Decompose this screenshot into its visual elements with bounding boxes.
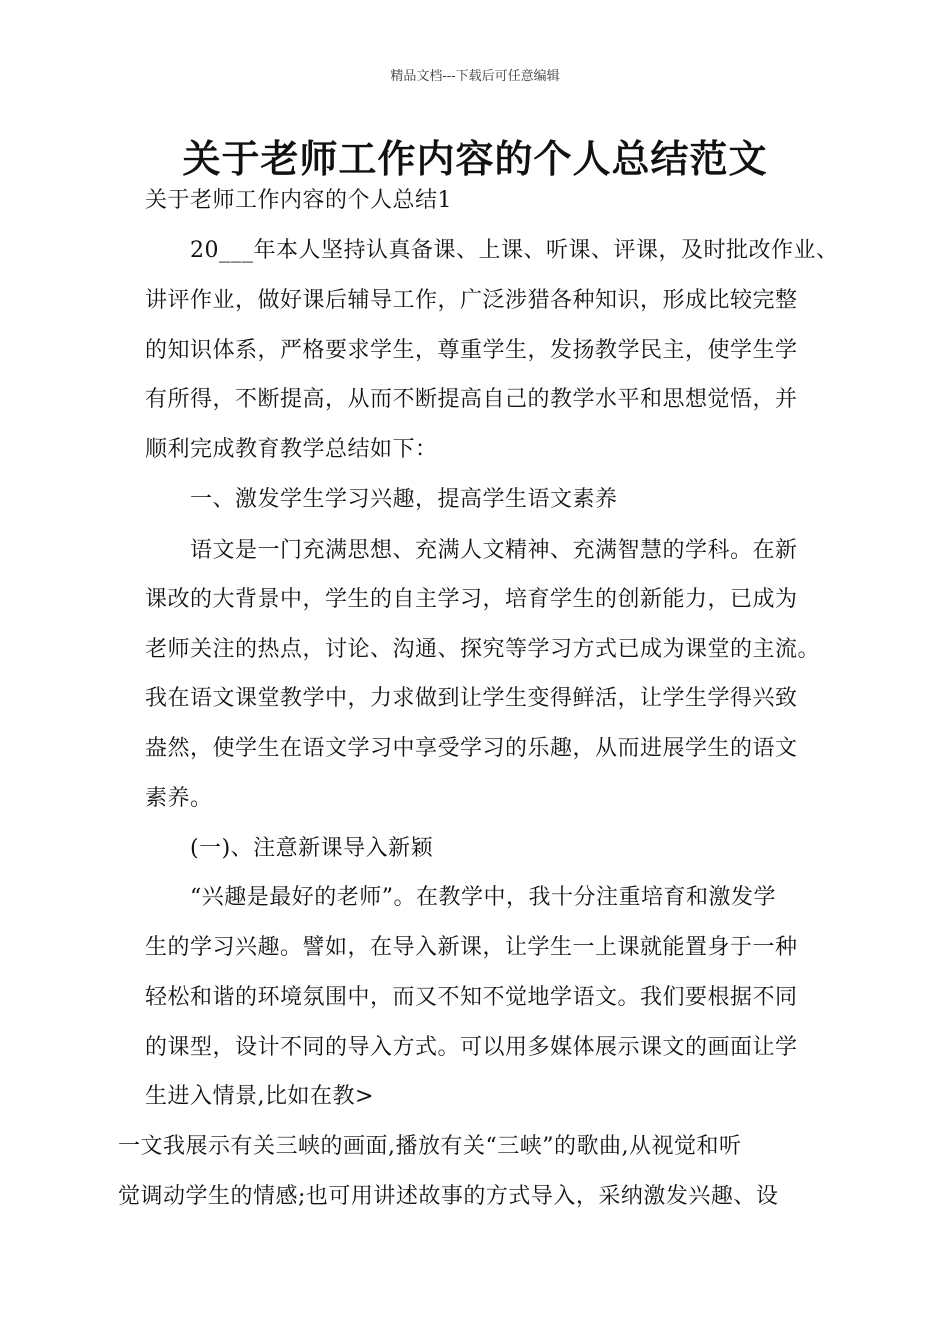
paragraph-line: 轻松和谐的环境氛围中，而又不知不觉地学语文。我们要根据不同 (145, 985, 798, 1010)
section-heading: 关于老师工作内容的个人总结1 (145, 188, 452, 213)
page-title: 关于老师工作内容的个人总结范文 (182, 136, 768, 181)
paragraph-line: 20___年本人坚持认真备课、上课、听课、评课，及时批改作业、 (190, 238, 839, 263)
paragraph-line: 一文我展示有关三峡的画面,播放有关“三峡”的歌曲,从视觉和听 (118, 1134, 742, 1159)
paragraph-line: 盎然，使学生在语文学习中享受学习的乐趣，从而进展学生的语文 (145, 736, 798, 761)
paragraph-line: 我在语文课堂教学中，力求做到让学生变得鲜活，让学生学得兴致 (145, 686, 798, 711)
paragraph-line: 讲评作业，做好课后辅导工作，广泛涉猎各种知识，形成比较完整 (145, 288, 798, 313)
paragraph-line: 素养。 (145, 786, 213, 811)
subheading: (一)、注意新课导入新颖 (190, 836, 434, 861)
paragraph-line: 语文是一门充满思想、充满人文精神、充满智慧的学科。在新 (190, 538, 798, 563)
paragraph-line: 顺利完成教育教学总结如下： (145, 437, 438, 462)
paragraph-line: 生进入情景,比如在教> (145, 1084, 374, 1109)
paragraph-line: 的课型，设计不同的导入方式。可以用多媒体展示课文的画面让学 (145, 1035, 798, 1060)
paragraph-line: 有所得，不断提高，从而不断提高自己的教学水平和思想觉悟，并 (145, 387, 798, 412)
subheading: 一、激发学生学习兴趣，提高学生语文素养 (190, 487, 618, 512)
paragraph-line: 老师关注的热点，讨论、沟通、探究等学习方式已成为课堂的主流。 (145, 637, 821, 662)
paragraph-line: “兴趣是最好的老师”。在教学中，我十分注重培育和激发学 (190, 885, 776, 910)
paragraph-line: 课改的大背景中，学生的自主学习，培育学生的创新能力，已成为 (145, 587, 798, 612)
paragraph-line: 觉调动学生的情感;也可用讲述故事的方式导入，采纳激发兴趣、设 (118, 1184, 779, 1209)
paragraph-line: 的知识体系，严格要求学生，尊重学生，发扬教学民主，使学生学 (145, 338, 798, 363)
header-note: 精品文档---下载后可任意编辑 (390, 69, 560, 84)
paragraph-line: 生的学习兴趣。譬如，在导入新课，让学生一上课就能置身于一种 (145, 935, 798, 960)
